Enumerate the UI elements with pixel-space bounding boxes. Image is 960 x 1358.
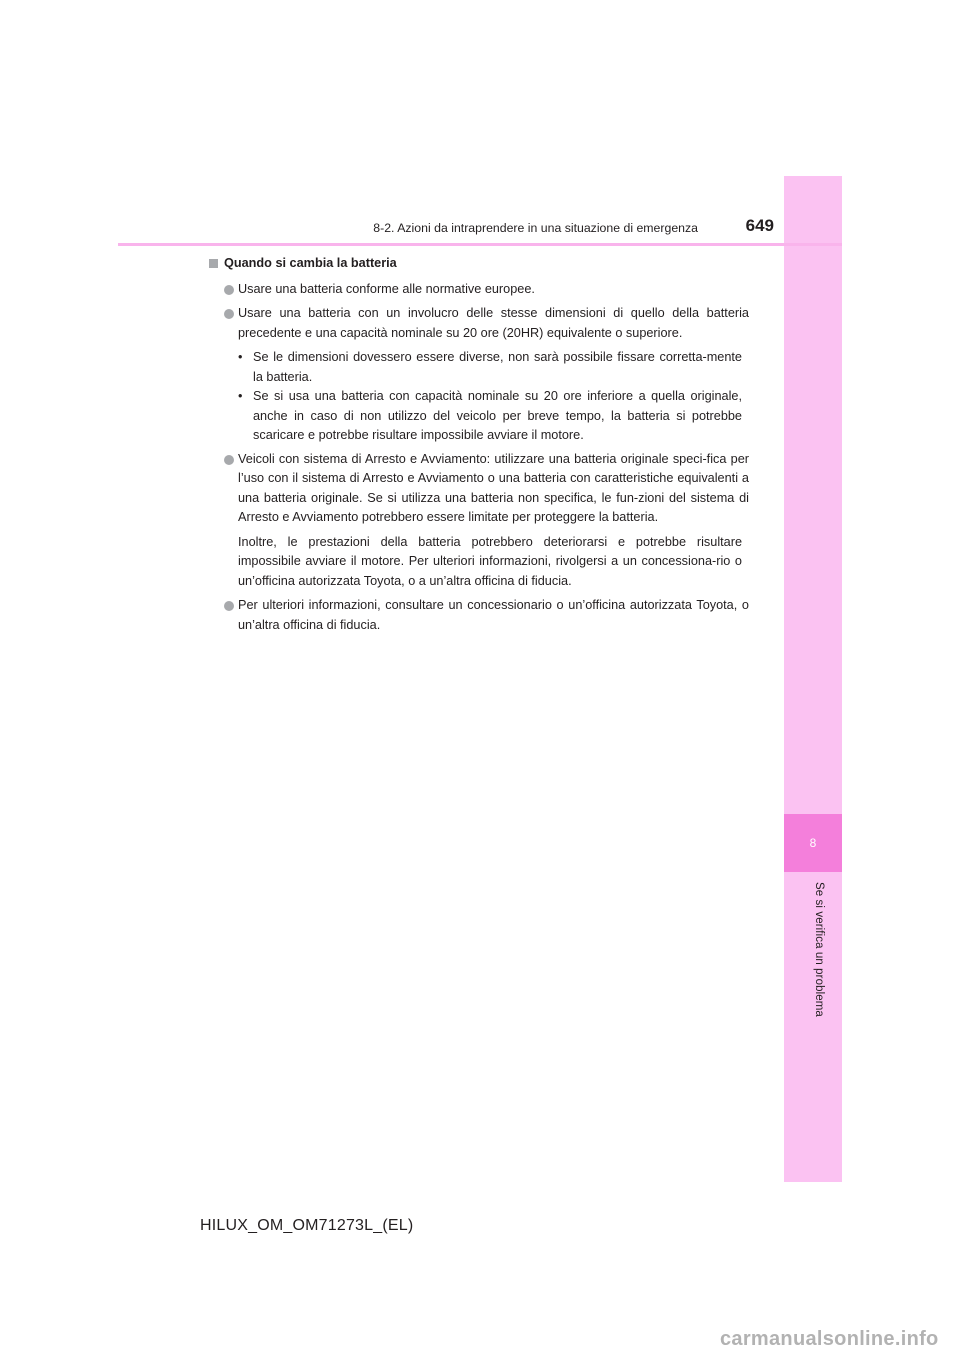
side-tab-strip (784, 176, 842, 1182)
section-heading-text: Quando si cambia la batteria (224, 256, 397, 270)
chapter-label: Se si verifica un problema (813, 882, 825, 1017)
header-divider (118, 243, 842, 246)
list-item-text: Usare una batteria con un involucro delle stesse dimensioni di quello della batteria precedente e una capacità nominale su 20 ore (20HR) equivalente o superiore. (238, 306, 749, 340)
page-content (208, 254, 749, 640)
chapter-tab (784, 814, 842, 872)
sub-list-item (238, 348, 742, 387)
dot-bullet-icon: • (238, 389, 243, 403)
list-item (208, 450, 749, 528)
list-item (208, 304, 749, 343)
list-item-text: Veicoli con sistema di Arresto e Avviamento: utilizzare una batteria originale speci-fica per l’uso con il sistema di Arresto e Avviamento o una batteria con caratteristiche equivalenti a una batteria originale. Se si utilizza una batteria non specifica, le fun-zioni del sistema di Arresto e Avviamento potrebbero essere limitate per proteggere la batteria. (238, 451, 749, 524)
sub-list-item (238, 387, 742, 446)
chapter-number: 8 (809, 836, 817, 850)
circle-bullet-icon (224, 309, 234, 319)
list-item (208, 280, 749, 300)
section-heading (208, 254, 749, 274)
circle-bullet-icon (224, 285, 234, 295)
page-number: 649 (745, 216, 774, 235)
dot-bullet-icon: • (238, 350, 243, 364)
list-item (208, 596, 749, 635)
list-item-text: Per ulteriori informazioni, consultare un concessionario o un’officina autorizzata Toyota, o un’altra officina di fiducia. (238, 598, 749, 632)
circle-bullet-icon (224, 455, 234, 465)
section-title: 8-2. Azioni da intraprendere in una situazione di emergenza (373, 221, 698, 235)
document-code: HILUX_OM_OM71273L_(EL) (200, 1217, 414, 1234)
square-bullet-icon (209, 259, 218, 268)
list-item-text: Usare una batteria conforme alle normative europee. (238, 281, 535, 296)
sub-list-item-text: Se le dimensioni dovessero essere diverse, non sarà possibile fissare corretta-mente la batteria. (253, 350, 742, 384)
sub-list-item-text: Se si usa una batteria con capacità nominale su 20 ore inferiore a quella originale, anche in caso di non utilizzo del veicolo per breve tempo, la batteria si potrebbe scaricare e potrebbe risultare impossibile avviare il motore. (253, 389, 742, 442)
circle-bullet-icon (224, 601, 234, 611)
list-item-continuation: Inoltre, le prestazioni della batteria potrebbero deteriorarsi e potrebbe risultare impossibile avviare il motore. Per ulteriori informazioni, rivolgersi a un concessiona-rio o un’officina autorizzata Toyota, o a un’altra officina di fiducia. (238, 534, 742, 588)
sub-list (238, 348, 742, 446)
watermark: carmanualsonline.info (720, 1328, 939, 1350)
